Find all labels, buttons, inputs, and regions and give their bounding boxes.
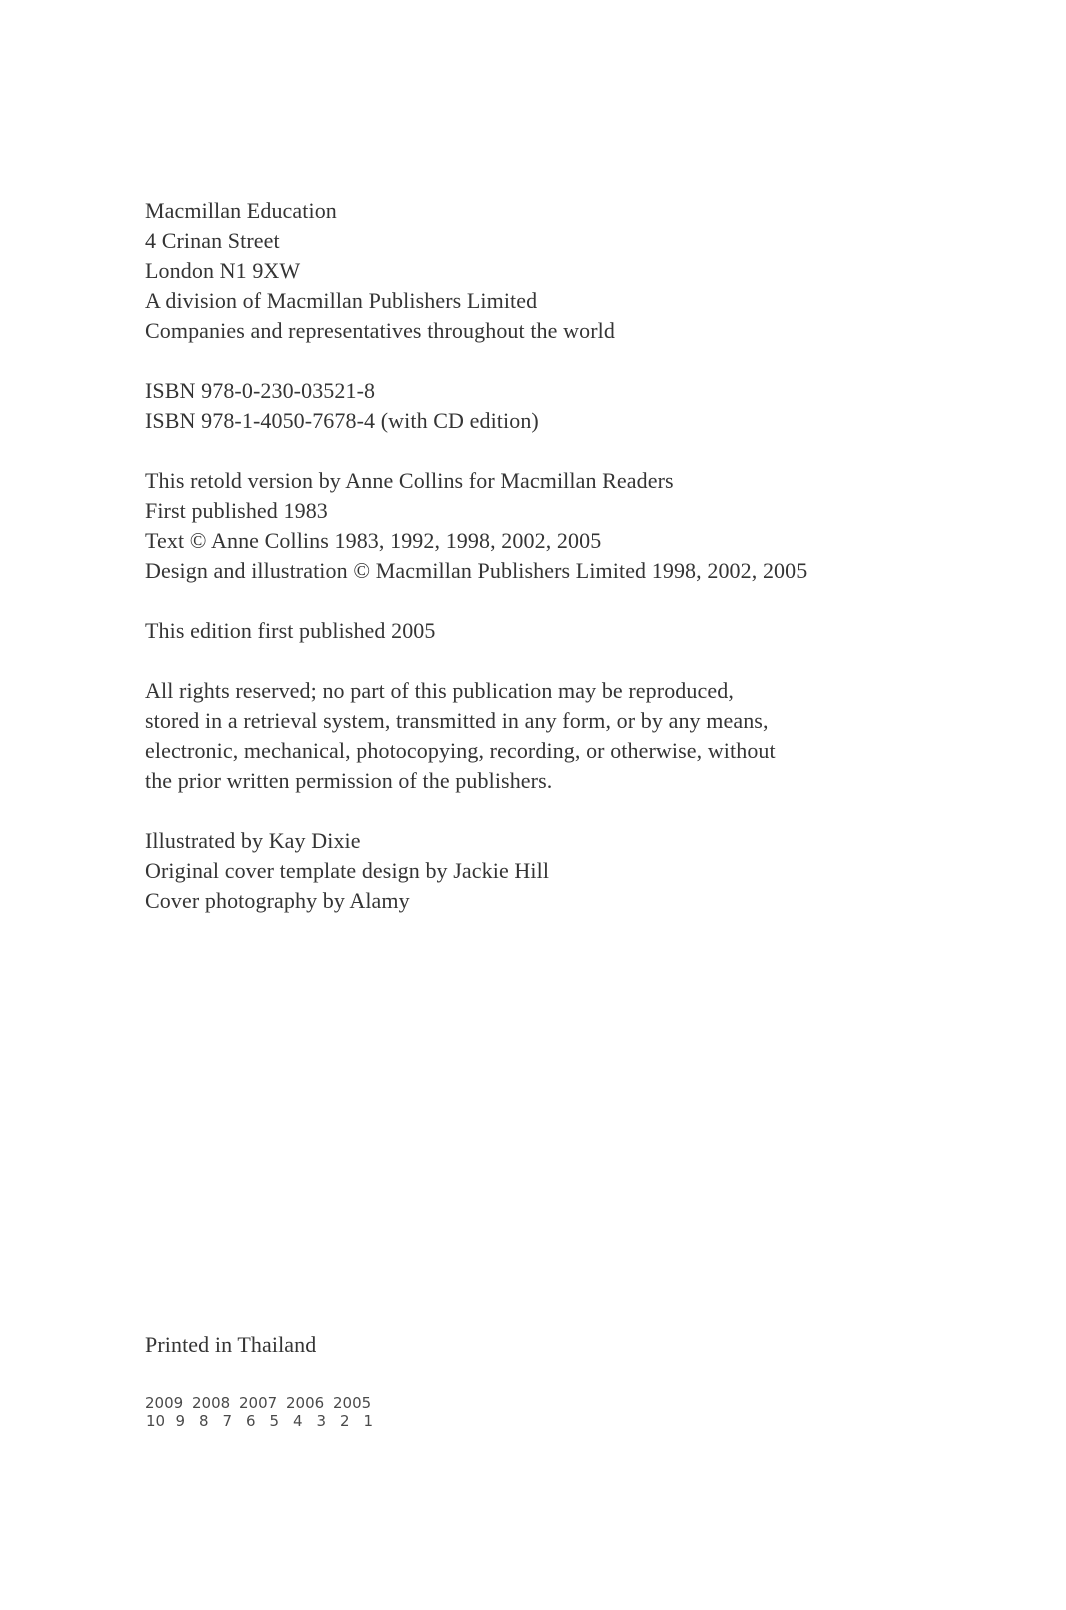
printers-key-year: 2006 [286, 1394, 325, 1412]
edition-history-line: Text © Anne Collins 1983, 1992, 1998, 2002, 2005 [145, 528, 602, 553]
publisher-address-line: Companies and representatives throughout the world [145, 318, 615, 343]
printers-key-year: 2009 [145, 1394, 184, 1412]
printers-key-impressions-row [145, 1412, 380, 1430]
publisher-address-block [145, 196, 615, 346]
printers-key-year: 2005 [333, 1394, 372, 1412]
edition-history-line: Design and illustration © Macmillan Publishers Limited 1998, 2002, 2005 [145, 558, 808, 583]
isbn-block [145, 376, 539, 436]
printers-key-impression: 7 [222, 1412, 233, 1430]
credit-line: Original cover template design by Jackie Hill [145, 858, 550, 883]
isbn-line: ISBN 978-0-230-03521-8 [145, 378, 376, 403]
credit-line: Illustrated by Kay Dixie [145, 828, 361, 853]
printers-key-impression: 6 [245, 1412, 256, 1430]
printers-key-impression: 4 [292, 1412, 303, 1430]
edition-history-line: First published 1983 [145, 498, 328, 523]
printers-key-year: 2007 [239, 1394, 278, 1412]
printers-key-impression: 8 [198, 1412, 209, 1430]
printers-key-impression: 3 [316, 1412, 327, 1430]
printers-key-year: 2008 [192, 1394, 231, 1412]
credit-line: Cover photography by Alamy [145, 888, 410, 913]
publisher-address-line: London N1 9XW [145, 258, 301, 283]
credits-block [145, 826, 549, 916]
isbn-line: ISBN 978-1-4050-7678-4 (with CD edition) [145, 408, 539, 433]
printers-key-impression: 5 [269, 1412, 280, 1430]
publisher-address-line: 4 Crinan Street [145, 228, 280, 253]
edition-history-line: This retold version by Anne Collins for Macmillan Readers [145, 468, 674, 493]
publisher-address-line: A division of Macmillan Publishers Limited [145, 288, 538, 313]
rights-notice-line: stored in a retrieval system, transmitted in any form, or by any means, [145, 708, 769, 733]
printers-key-impression: 2 [339, 1412, 350, 1430]
rights-notice-line: electronic, mechanical, photocopying, recording, or otherwise, without [145, 738, 776, 763]
printers-key-impression: 9 [175, 1412, 186, 1430]
rights-notice-line: All rights reserved; no part of this publication may be reproduced, [145, 678, 734, 703]
printers-key [145, 1394, 380, 1430]
printed-in-line: Printed in Thailand [145, 1332, 317, 1357]
printers-key-impression: 1 [363, 1412, 374, 1430]
edition-history-block [145, 466, 807, 586]
rights-notice-line: the prior written permission of the publishers. [145, 768, 553, 793]
printers-key-years-row [145, 1394, 380, 1412]
rights-notice-block [145, 676, 776, 796]
printers-key-impression: 10 [146, 1412, 166, 1430]
this-edition-line: This edition first published 2005 [145, 618, 436, 643]
publisher-address-line: Macmillan Education [145, 198, 337, 223]
